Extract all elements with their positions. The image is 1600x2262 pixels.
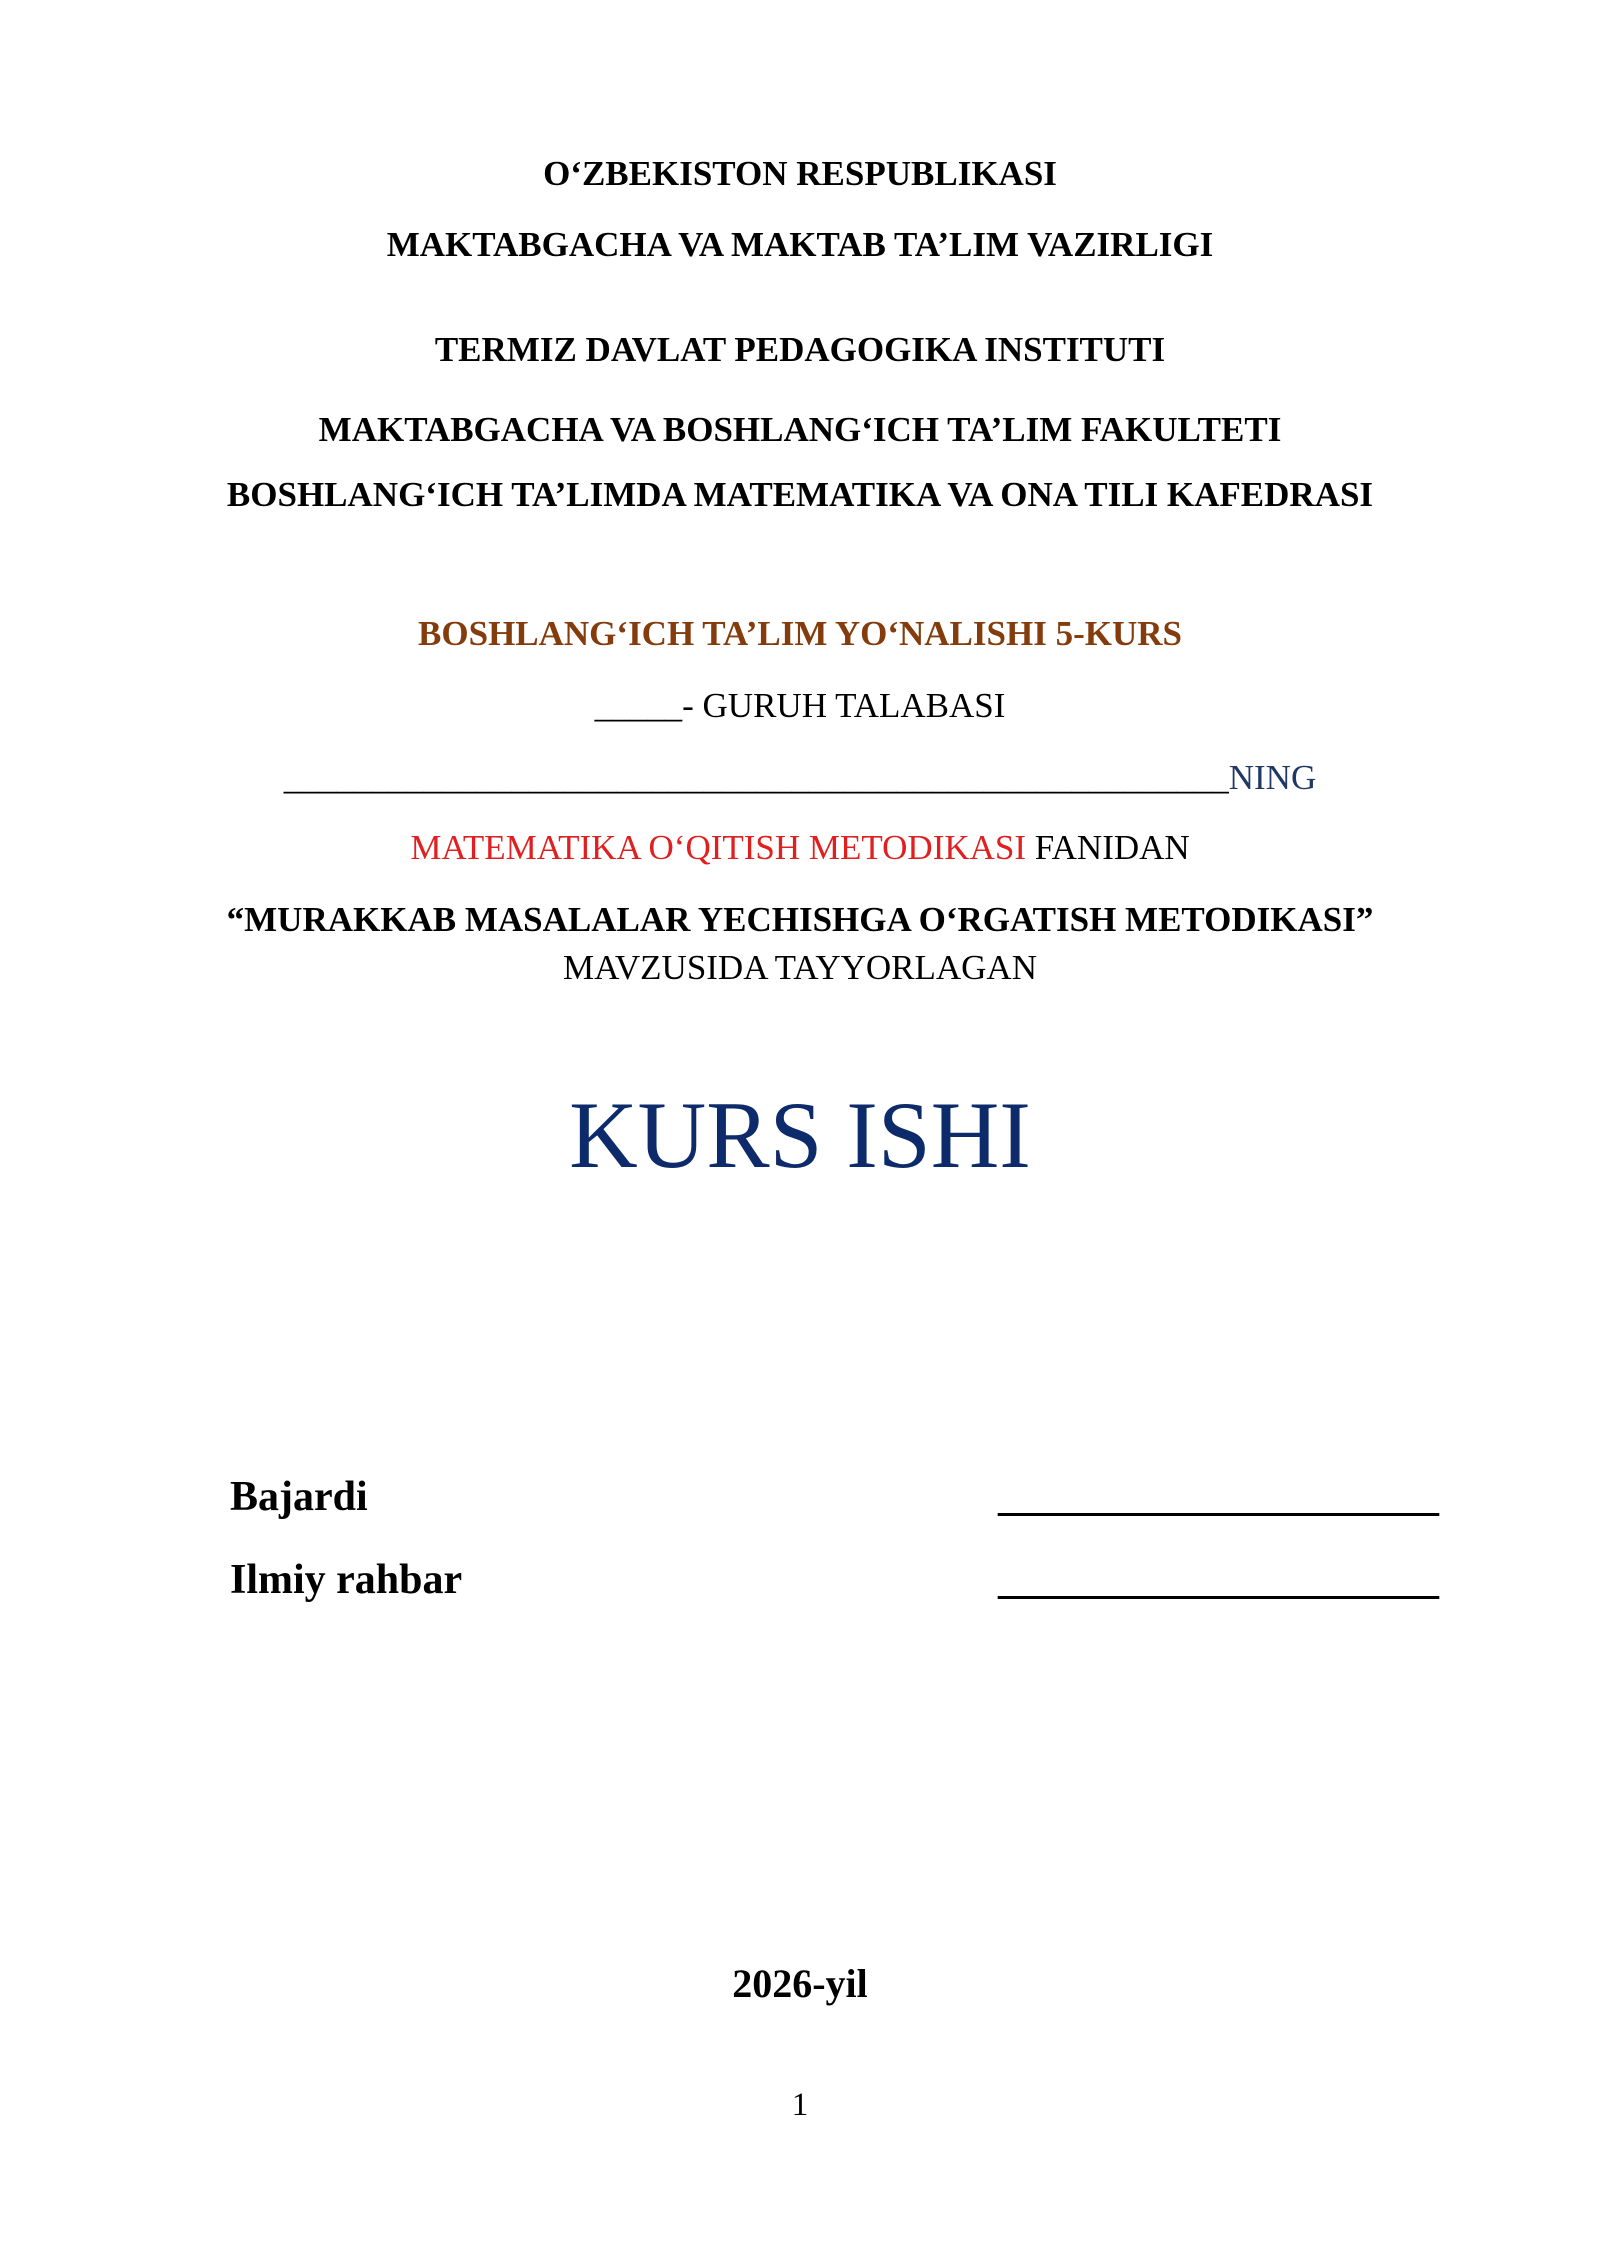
document-title: KURS ISHI — [569, 1082, 1031, 1188]
year-line: 2026-yil — [732, 1961, 868, 2006]
direction-line: BOSHLANG‘ICH TA’LIM YO‘NALISHI 5-KURS — [418, 614, 1182, 653]
subject-line — [0, 828, 1600, 868]
page-number: 1 — [791, 2087, 809, 2123]
performer-signature-blank: _____________________ — [998, 1474, 1439, 1520]
supervisor-signature-blank: _____________________ — [998, 1557, 1439, 1603]
student-name-line — [0, 758, 1600, 798]
performer-label: Bajardi — [230, 1474, 368, 1520]
department-heading: BOSHLANG‘ICH TA’LIMDA MATEMATIKA VA ONA TILI KAFEDRASI — [226, 475, 1374, 514]
topic-title: “MURAKKAB MASALALAR YECHISHGA O‘RGATISH METODIKASI” — [226, 900, 1374, 939]
student-name-suffix: NING — [1228, 758, 1317, 797]
supervisor-label: Ilmiy rahbar — [230, 1557, 463, 1603]
group-number-blank: _____ — [594, 686, 683, 725]
subject-suffix: FANIDAN — [1026, 828, 1190, 867]
supervisor-signature-row — [230, 1556, 1439, 1606]
performer-signature-row — [230, 1473, 1439, 1523]
republic-heading: O‘ZBEKISTON RESPUBLIKASI — [543, 154, 1057, 193]
topic-suffix: MAVZUSIDA TAYYORLAGAN — [563, 948, 1037, 987]
ministry-heading: MAKTABGACHA VA MAKTAB TA’LIM VAZIRLIGI — [386, 225, 1214, 264]
group-label: - GURUH TALABASI — [682, 686, 1006, 725]
group-line — [0, 686, 1600, 726]
faculty-heading: MAKTABGACHA VA BOSHLANG‘ICH TA’LIM FAKULTETI — [318, 410, 1282, 449]
student-name-blank: ______________________________________________________ — [283, 758, 1229, 797]
institute-heading: TERMIZ DAVLAT PEDAGOGIKA INSTITUTI — [434, 330, 1166, 369]
subject-name: MATEMATIKA O‘QITISH METODIKASI — [410, 828, 1027, 867]
